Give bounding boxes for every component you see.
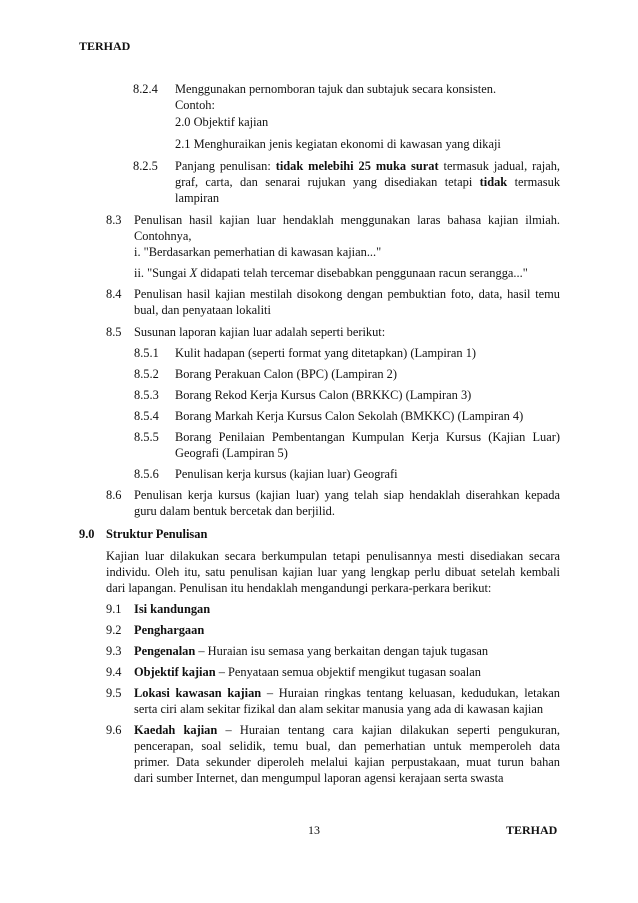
example-line (134, 265, 528, 281)
subitem-number: 8.5.4 (134, 409, 159, 423)
text-fragment: didapati telah tercemar disebabkan penggunaan racun serangga..." (197, 266, 528, 280)
emphasis-text: tidak melebihi 25 muka surat (275, 159, 439, 173)
item-text: dari sumber Internet, dan mengumpul laporan agensi kerajaan serta swasta (134, 771, 504, 785)
item-text: primer. Data sekunder diperoleh melalui kajian perpustakaan, muat turun bahan (134, 755, 560, 769)
item-text: Menggunakan pernomboran tajuk dan subtajuk secara konsisten. (175, 82, 497, 96)
item-heading: Penghargaan (134, 623, 205, 637)
subitem-number: 8.5.1 (134, 346, 159, 360)
item-text (134, 643, 488, 659)
item-heading: Kaedah kajian (134, 723, 218, 737)
item-number: 9.2 (106, 623, 122, 637)
subitem-text: Borang Perakuan Calon (BPC) (Lampiran 2) (175, 367, 397, 381)
header-classification: TERHAD (79, 39, 131, 53)
subitem-number: 8.5.2 (134, 367, 159, 381)
item-number: 8.5 (106, 325, 122, 339)
item-text (175, 158, 560, 174)
item-number: 9.6 (106, 723, 122, 737)
item-text: bual, dan penyataan lokaliti (134, 303, 271, 317)
item-number: 8.3 (106, 213, 122, 227)
italic-text: X (189, 266, 198, 280)
item-heading: Pengenalan (134, 644, 196, 658)
item-text (175, 174, 560, 190)
example-line: 2.1 Menghuraikan jenis kegiatan ekonomi di kawasan yang dikaji (175, 137, 501, 151)
item-text: Penulisan kerja kursus (kajian luar) yang telah siap hendaklah diserahkan kepada (134, 488, 560, 502)
subitem-text: Kulit hadapan (seperti format yang ditetapkan) (Lampiran 1) (175, 346, 477, 360)
text-fragment: graf, carta, dan senarai rujukan yang disediakan tetapi (175, 175, 473, 189)
item-text: pencerapan, soal selidik, temu bual, dan pemerhatian untuk memperoleh data (134, 739, 560, 753)
item-text: Penulisan hasil kajian luar hendaklah menggunakan laras bahasa kajian ilmiah. (134, 213, 560, 227)
item-heading: Isi kandungan (134, 602, 211, 616)
example-line: i. "Berdasarkan pemerhatian di kawasan kajian..." (134, 245, 382, 259)
item-number: 8.4 (106, 287, 122, 301)
example-line: 2.0 Objektif kajian (175, 115, 269, 129)
text-fragment: termasuk (514, 175, 561, 189)
paragraph-line: Kajian luar dilakukan secara berkumpulan tetapi penulisannya mesti disediakan secara (106, 549, 560, 563)
item-number: 8.2.5 (133, 159, 158, 173)
item-number: 9.3 (106, 644, 122, 658)
emphasis-text: tidak (479, 175, 508, 189)
subitem-number: 8.5.3 (134, 388, 159, 402)
footer-classification: TERHAD (506, 823, 558, 837)
subitem-text: Borang Rekod Kerja Kursus Calon (BRKKC) (Lampiran 3) (175, 388, 472, 402)
paragraph-line: dari lapangan. Penulisan itu hendaklah mengandungi perkara-perkara berikut: (106, 581, 492, 595)
text-fragment: termasuk jadual, rajah, (438, 159, 561, 173)
text-fragment: ii. "Sungai (134, 266, 190, 280)
item-number: 9.1 (106, 602, 122, 616)
section-number: 9.0 (79, 527, 95, 541)
item-text: Contohnya, (134, 229, 192, 243)
example-label: Contoh: (175, 98, 215, 112)
item-text (134, 685, 560, 701)
item-text: Penulisan hasil kajian mestilah disokong dengan pembuktian foto, data, hasil temu (134, 287, 560, 301)
text-fragment: – Huraian tentang cara kajian dilakukan seperti pengukuran, (217, 723, 560, 737)
section-title: Struktur Penulisan (106, 527, 208, 541)
paragraph-line: individu. Oleh itu, satu penulisan kajian luar yang lengkap perlu dibuat setelah kembali (106, 565, 560, 579)
item-text (134, 722, 560, 738)
item-number: 8.2.4 (133, 82, 158, 96)
item-number: 9.5 (106, 686, 122, 700)
item-text: guru dalam bentuk bercetak dan berjilid. (134, 504, 335, 518)
subitem-text: Borang Penilaian Pembentangan Kumpulan Kerja Kursus (Kajian Luar) (175, 430, 560, 444)
subitem-number: 8.5.5 (134, 430, 159, 444)
text-fragment: Panjang penulisan: (175, 159, 276, 173)
item-text: Susunan laporan kajian luar adalah seperti berikut: (134, 325, 386, 339)
subitem-text: Geografi (Lampiran 5) (175, 446, 288, 460)
text-fragment: – Huraian isu semasa yang berkaitan dengan tajuk tugasan (195, 644, 489, 658)
subitem-text: Borang Markah Kerja Kursus Calon Sekolah (BMKKC) (Lampiran 4) (175, 409, 524, 423)
page-number: 13 (308, 823, 320, 837)
item-heading: Objektif kajian (134, 665, 216, 679)
text-fragment: – Huraian ringkas tentang keluasan, kedudukan, letakan (261, 686, 560, 700)
item-number: 8.6 (106, 488, 122, 502)
item-text (134, 664, 481, 680)
text-fragment: – Penyataan semua objektif mengikut tugasan soalan (215, 665, 481, 679)
subitem-text: Penulisan kerja kursus (kajian luar) Geografi (175, 467, 398, 481)
item-heading: Lokasi kawasan kajian (134, 686, 262, 700)
item-text: serta ciri alam sekitar fizikal dan alam sekitar manusia yang ada di kawasan kajian (134, 702, 544, 716)
item-text: lampiran (175, 191, 220, 205)
subitem-number: 8.5.6 (134, 467, 159, 481)
item-number: 9.4 (106, 665, 122, 679)
